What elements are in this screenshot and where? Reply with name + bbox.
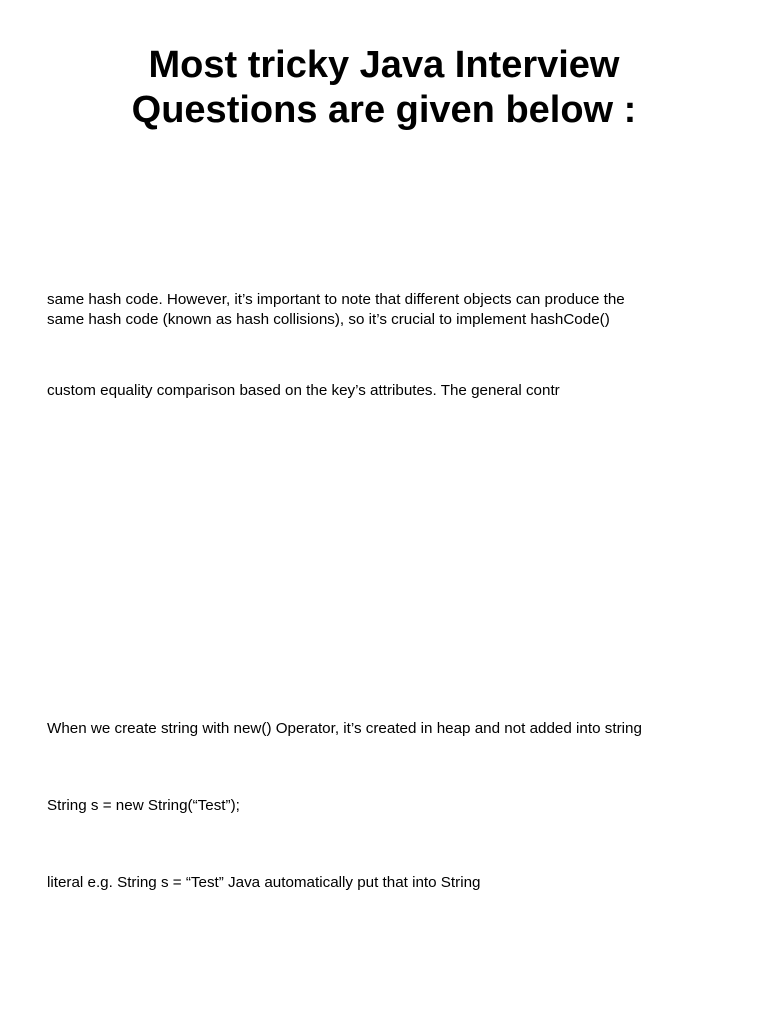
paragraph-line: same hash code. However, it’s important to note that different objects can produce the <box>47 291 625 308</box>
paragraph-string-literal <box>47 873 737 893</box>
paragraph-line: literal e.g. String s = “Test” Java automatically put that into String <box>47 874 481 891</box>
paragraph-line: custom equality comparison based on the key’s attributes. The general contr <box>47 382 560 399</box>
paragraph-code-example <box>47 796 737 816</box>
paragraph-hash-code <box>47 290 737 330</box>
page-title-line-2: Questions are given below : <box>131 89 637 131</box>
paragraph-line: String s = new String(“Test”); <box>47 797 240 814</box>
paragraph-string-new <box>47 719 737 739</box>
paragraph-equality <box>47 381 737 401</box>
paragraph-line: When we create string with new() Operator, it’s created in heap and not added into string <box>47 720 642 737</box>
page-title-line-1: Most tricky Java Interview <box>148 44 620 86</box>
page-title <box>0 43 768 133</box>
paragraph-line: same hash code (known as hash collisions), so it’s crucial to implement hashCode() <box>47 311 610 328</box>
